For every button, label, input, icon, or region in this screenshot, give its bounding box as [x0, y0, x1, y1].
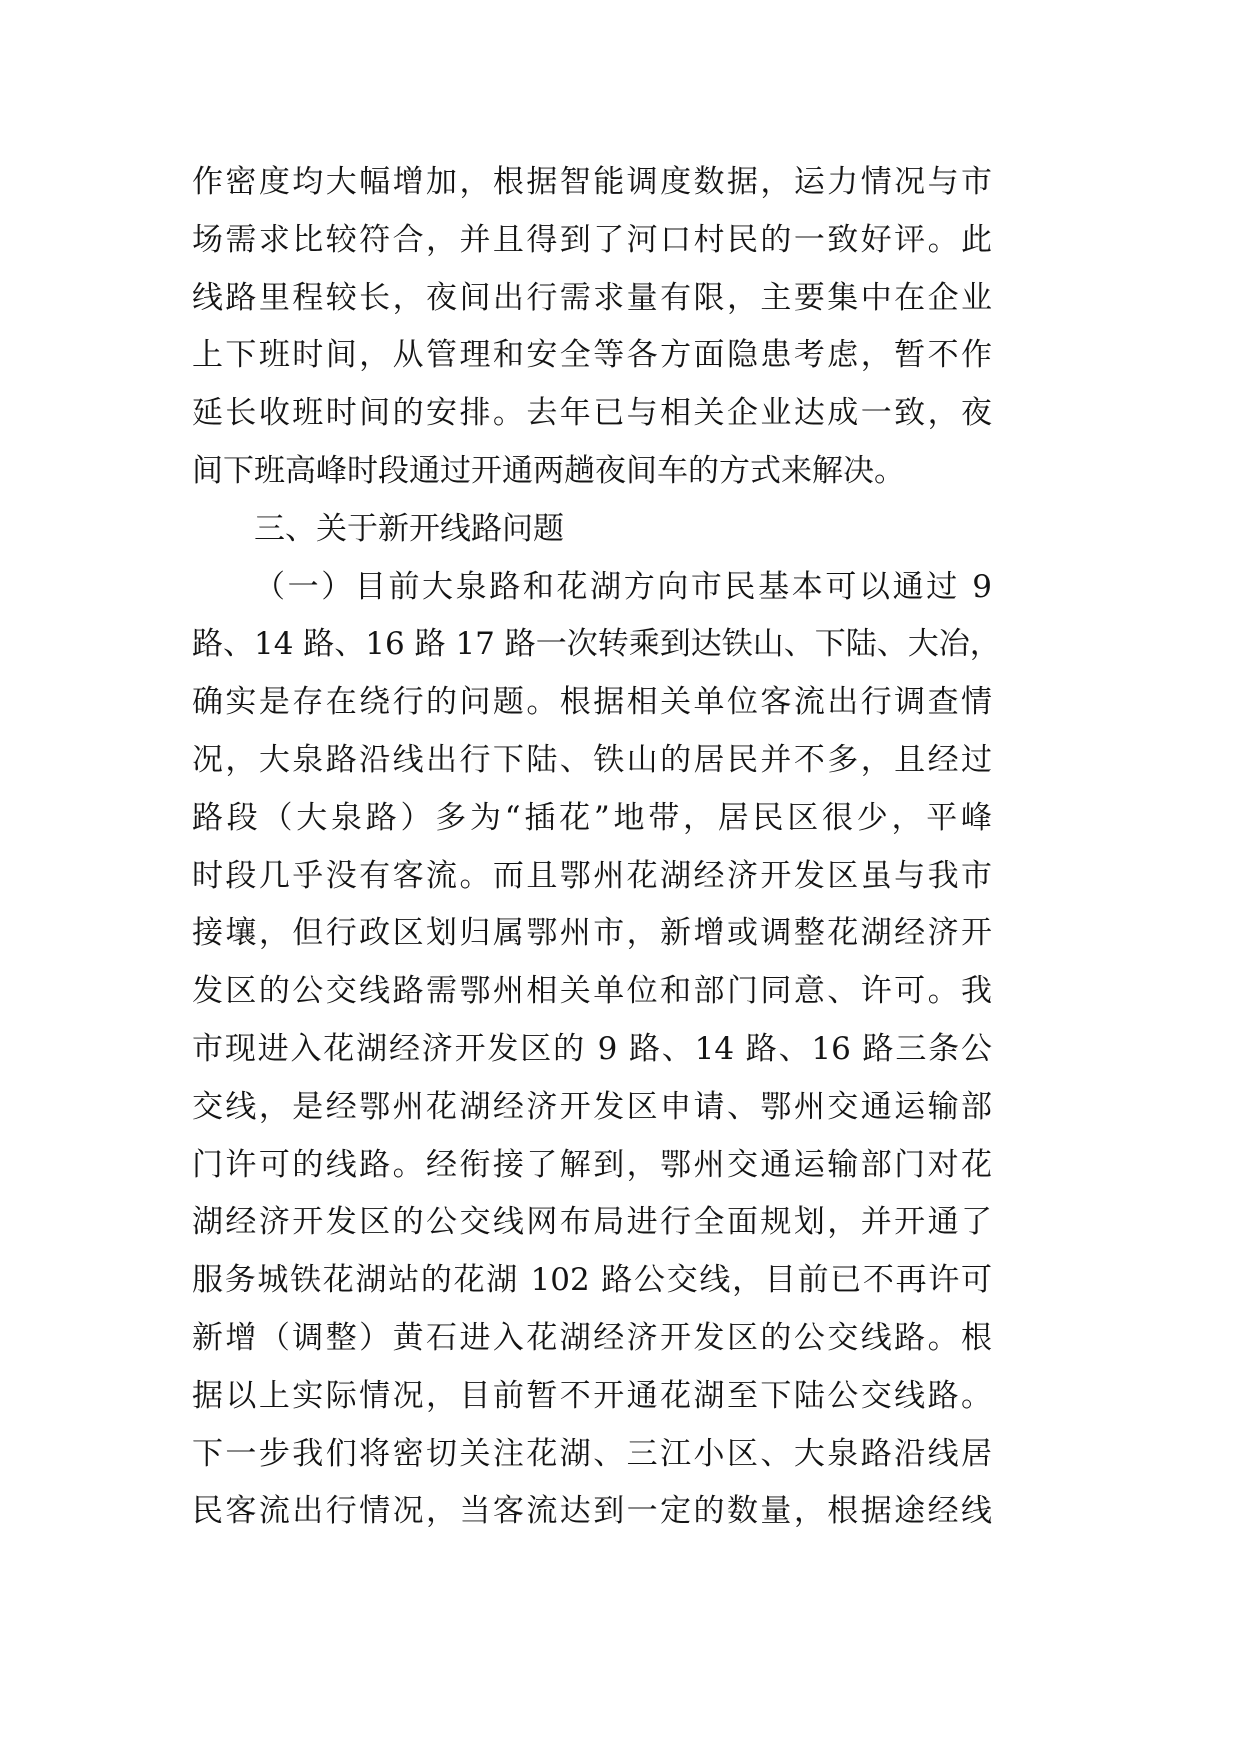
text-line: 况，大泉路沿线出行下陆、铁山的居民并不多，且经过	[192, 741, 992, 778]
text-line: 作密度均大幅增加，根据智能调度数据，运力情况与市	[192, 164, 992, 200]
text-line: 发区的公交线路需鄂州相关单位和部门同意、许可。我	[192, 973, 992, 1010]
text-line: 间下班高峰时段通过开通两趟夜间车的方式来解决。	[192, 452, 905, 489]
section-heading: 三、关于新开线路问题	[254, 510, 564, 547]
text-line: 民客流出行情况，当客流达到一定的数量，根据途经线	[192, 1493, 992, 1530]
text-line: 门许可的线路。经衔接了解到，鄂州交通运输部门对花	[192, 1146, 992, 1183]
text-line: 路、14 路、16 路 17 路一次转乘到达铁山、下陆、大冶，	[192, 626, 1001, 663]
text-line: 线路里程较长，夜间出行需求量有限，主要集中在企业	[192, 279, 992, 316]
text-line: （一）目前大泉路和花湖方向市民基本可以通过 9	[254, 568, 992, 605]
body-text	[192, 154, 1001, 1541]
text-line: 服务城铁花湖站的花湖 102 路公交线，目前已不再许可	[192, 1262, 992, 1299]
text-line: 湖经济开发区的公交线网布局进行全面规划，并开通了	[192, 1204, 992, 1241]
text-line: 接壤，但行政区划归属鄂州市，新增或调整花湖经济开	[192, 915, 992, 952]
text-line: 上下班时间，从管理和安全等各方面隐患考虑，暂不作	[192, 337, 992, 374]
text-line: 市现进入花湖经济开发区的 9 路、14 路、16 路三条公	[192, 1030, 992, 1067]
text-line: 场需求比较符合，并且得到了河口村民的一致好评。此	[192, 221, 992, 258]
text-line: 路段（大泉路）多为“插花”地带，居民区很少，平峰	[192, 799, 992, 836]
text-line: 确实是存在绕行的问题。根据相关单位客流出行调查情	[192, 684, 992, 721]
text-line: 据以上实际情况，目前暂不开通花湖至下陆公交线路。	[192, 1377, 992, 1414]
text-line: 下一步我们将密切关注花湖、三江小区、大泉路沿线居	[192, 1435, 992, 1472]
text-line: 新增（调整）黄石进入花湖经济开发区的公交线路。根	[192, 1319, 992, 1356]
text-line: 交线，是经鄂州花湖经济开发区申请、鄂州交通运输部	[192, 1088, 992, 1125]
text-line: 延长收班时间的安排。去年已与相关企业达成一致，夜	[192, 395, 992, 432]
text-line: 时段几乎没有客流。而且鄂州花湖经济开发区虽与我市	[192, 857, 992, 894]
